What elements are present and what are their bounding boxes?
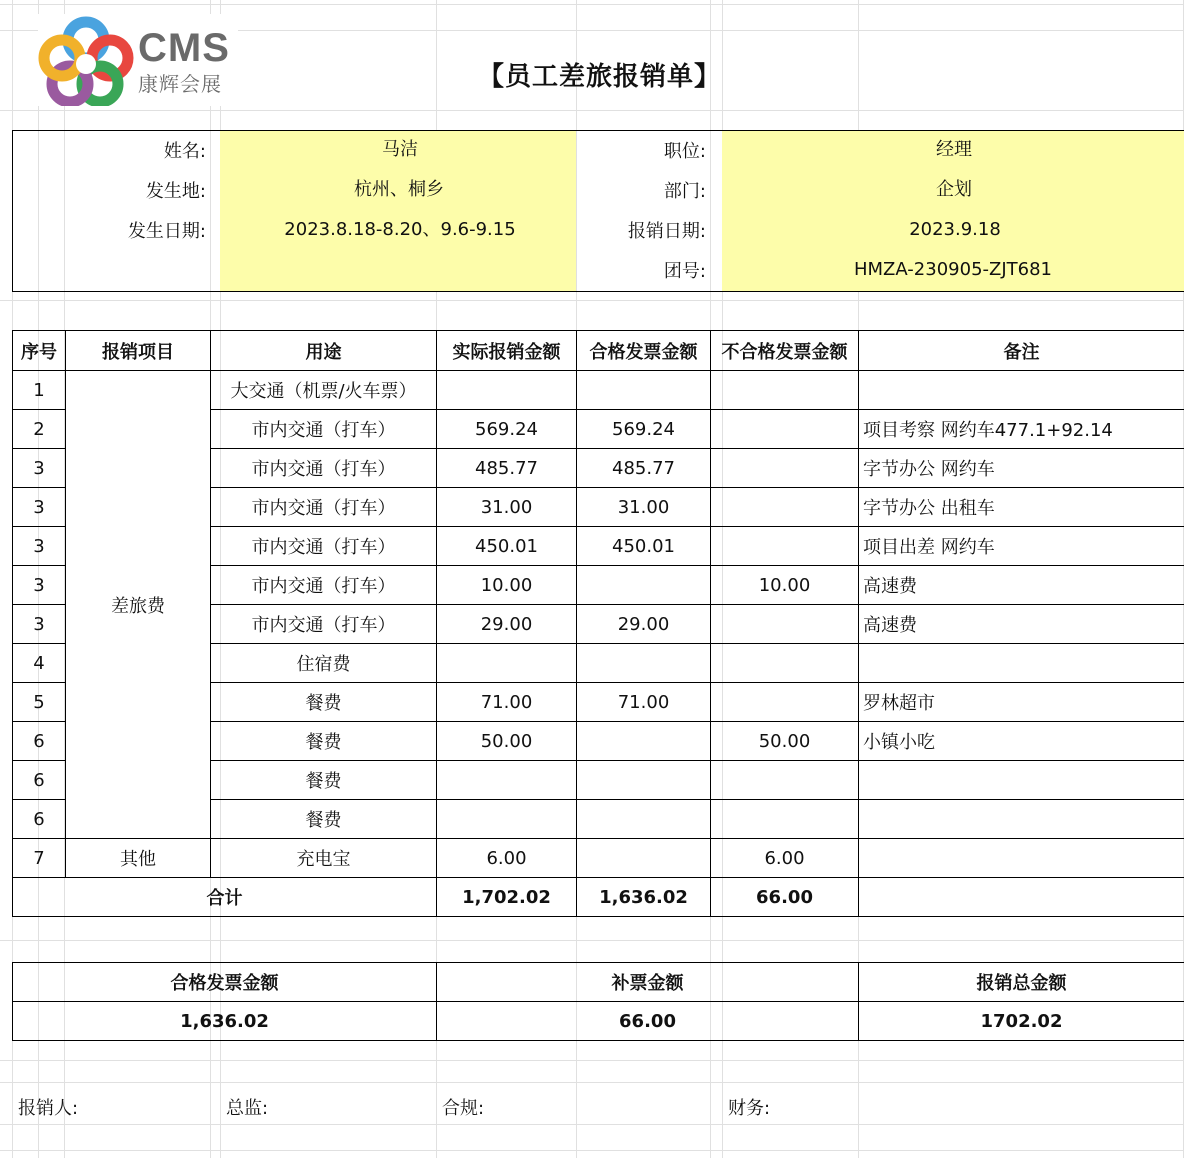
position-value[interactable]: 经理 [936,139,972,160]
row-actual[interactable]: 6.00 [437,839,577,878]
page-title: 【员工差旅报销单】 [478,62,722,92]
row-actual[interactable] [437,644,577,683]
signature-director[interactable]: 总监: [226,1098,269,1119]
summary-table [12,962,1184,1041]
row-invalid[interactable] [711,800,859,839]
name-value[interactable]: 马洁 [382,139,418,160]
row-note[interactable]: 高速费 [859,566,1184,605]
row-invalid[interactable]: 6.00 [711,839,859,878]
header-item: 报销项目 [66,331,211,371]
row-valid[interactable] [577,722,711,761]
row-no[interactable]: 5 [13,683,66,722]
row-note[interactable] [859,800,1184,839]
row-valid[interactable]: 569.24 [577,410,711,449]
row-invalid[interactable] [711,410,859,449]
row-note[interactable]: 罗林超市 [859,683,1184,722]
row-use[interactable]: 餐费 [211,800,437,839]
row-valid[interactable]: 450.01 [577,527,711,566]
summary-header-row [13,963,1184,1002]
header-actual: 实际报销金额 [437,331,577,371]
place-label: 发生地: [145,181,206,202]
row-invalid[interactable] [711,761,859,800]
summary-value-row [13,1002,1184,1041]
flower-logo-icon [38,14,134,106]
header-note: 备注 [859,331,1184,371]
row-note[interactable] [859,644,1184,683]
row-use[interactable]: 市内交通（打车） [211,527,437,566]
row-valid[interactable]: 31.00 [577,488,711,527]
row-invalid[interactable] [711,488,859,527]
row-note[interactable] [859,371,1184,410]
row-actual[interactable]: 71.00 [437,683,577,722]
group-label: 团号: [663,261,706,282]
row-actual[interactable] [437,761,577,800]
row-note[interactable]: 项目出差 网约车 [859,527,1184,566]
row-no[interactable]: 3 [13,566,66,605]
row-actual[interactable] [437,371,577,410]
signature-finance[interactable]: 财务: [728,1098,771,1119]
table-header-row [13,331,1184,371]
row-valid[interactable]: 29.00 [577,605,711,644]
signature-claimant[interactable]: 报销人: [18,1098,79,1119]
reimb-date-value[interactable]: 2023.9.18 [909,219,1001,240]
row-no[interactable]: 6 [13,800,66,839]
row-invalid[interactable] [711,644,859,683]
row-note[interactable]: 高速费 [859,605,1184,644]
row-use[interactable]: 餐费 [211,761,437,800]
table-row [13,371,1184,410]
summary-supplement-value[interactable]: 66.00 [437,1002,859,1041]
header-no: 序号 [13,331,66,371]
row-use[interactable]: 住宿费 [211,644,437,683]
row-use[interactable]: 餐费 [211,722,437,761]
row-actual[interactable]: 10.00 [437,566,577,605]
summary-valid-label: 合格发票金额 [13,963,437,1002]
row-invalid[interactable] [711,605,859,644]
row-no[interactable]: 3 [13,527,66,566]
category-other[interactable]: 其他 [66,839,211,878]
row-no[interactable]: 6 [13,722,66,761]
place-value[interactable]: 杭州、桐乡 [354,179,444,200]
row-no[interactable]: 6 [13,761,66,800]
row-invalid[interactable] [711,371,859,410]
total-note[interactable] [859,878,1184,917]
row-use[interactable]: 餐费 [211,683,437,722]
summary-total-value[interactable]: 1702.02 [859,1002,1184,1041]
total-invalid[interactable]: 66.00 [711,878,859,917]
header-use: 用途 [211,331,437,371]
summary-total-label: 报销总金额 [859,963,1184,1002]
row-use[interactable]: 市内交通（打车） [211,566,437,605]
expense-table [12,330,1184,917]
signature-compliance[interactable]: 合规: [442,1098,485,1119]
row-actual[interactable]: 29.00 [437,605,577,644]
row-valid[interactable] [577,566,711,605]
company-logo [38,14,238,106]
row-actual[interactable]: 450.01 [437,527,577,566]
row-valid[interactable] [577,800,711,839]
row-actual[interactable]: 50.00 [437,722,577,761]
row-use[interactable]: 市内交通（打车） [211,605,437,644]
category-travel[interactable]: 差旅费 [66,371,211,839]
row-no[interactable]: 7 [13,839,66,878]
row-invalid[interactable]: 50.00 [711,722,859,761]
date-value[interactable]: 2023.8.18-8.20、9.6-9.15 [284,219,516,240]
date-label: 发生日期: [127,221,206,242]
row-valid[interactable] [577,644,711,683]
group-value[interactable]: HMZA-230905-ZJT681 [853,259,1053,280]
row-note[interactable]: 项目考察 网约车477.1+92.14 [859,410,1184,449]
row-note[interactable]: 小镇小吃 [859,722,1184,761]
dept-value[interactable]: 企划 [936,179,972,200]
row-actual[interactable] [437,800,577,839]
row-valid[interactable]: 485.77 [577,449,711,488]
row-note[interactable]: 字节办公 网约车 [859,449,1184,488]
row-valid[interactable] [577,839,711,878]
row-actual[interactable]: 569.24 [437,410,577,449]
summary-supplement-label: 补票金额 [437,963,859,1002]
summary-valid-value[interactable]: 1,636.02 [13,1002,437,1041]
row-no[interactable]: 1 [13,371,66,410]
row-note[interactable] [859,761,1184,800]
table-row [13,839,1184,878]
row-no[interactable]: 4 [13,644,66,683]
logo-brand-text: CMS [138,26,230,70]
row-actual[interactable]: 31.00 [437,488,577,527]
total-label: 合计 [13,878,437,917]
total-row [13,878,1184,917]
total-valid[interactable]: 1,636.02 [577,878,711,917]
row-invalid[interactable] [711,449,859,488]
row-invalid[interactable] [711,527,859,566]
row-no[interactable]: 3 [13,605,66,644]
row-no[interactable]: 2 [13,410,66,449]
row-valid[interactable] [577,761,711,800]
logo-chinese-name: 康辉会展 [138,72,222,96]
row-use[interactable]: 市内交通（打车） [211,410,437,449]
row-use[interactable]: 大交通（机票/火车票） [211,371,437,410]
row-note[interactable] [859,839,1184,878]
row-use[interactable]: 充电宝 [211,839,437,878]
reimb-date-label: 报销日期: [627,221,706,242]
row-note[interactable]: 字节办公 出租车 [859,488,1184,527]
row-valid[interactable]: 71.00 [577,683,711,722]
row-actual[interactable]: 485.77 [437,449,577,488]
name-label: 姓名: [163,141,206,162]
header-valid: 合格发票金额 [577,331,711,371]
row-valid[interactable] [577,371,711,410]
row-use[interactable]: 市内交通（打车） [211,488,437,527]
row-invalid[interactable] [711,683,859,722]
row-invalid[interactable]: 10.00 [711,566,859,605]
row-no[interactable]: 3 [13,449,66,488]
row-use[interactable]: 市内交通（打车） [211,449,437,488]
dept-label: 部门: [663,181,706,202]
header-invalid: 不合格发票金额 [711,331,859,371]
total-actual[interactable]: 1,702.02 [437,878,577,917]
row-no[interactable]: 3 [13,488,66,527]
position-label: 职位: [663,141,706,162]
